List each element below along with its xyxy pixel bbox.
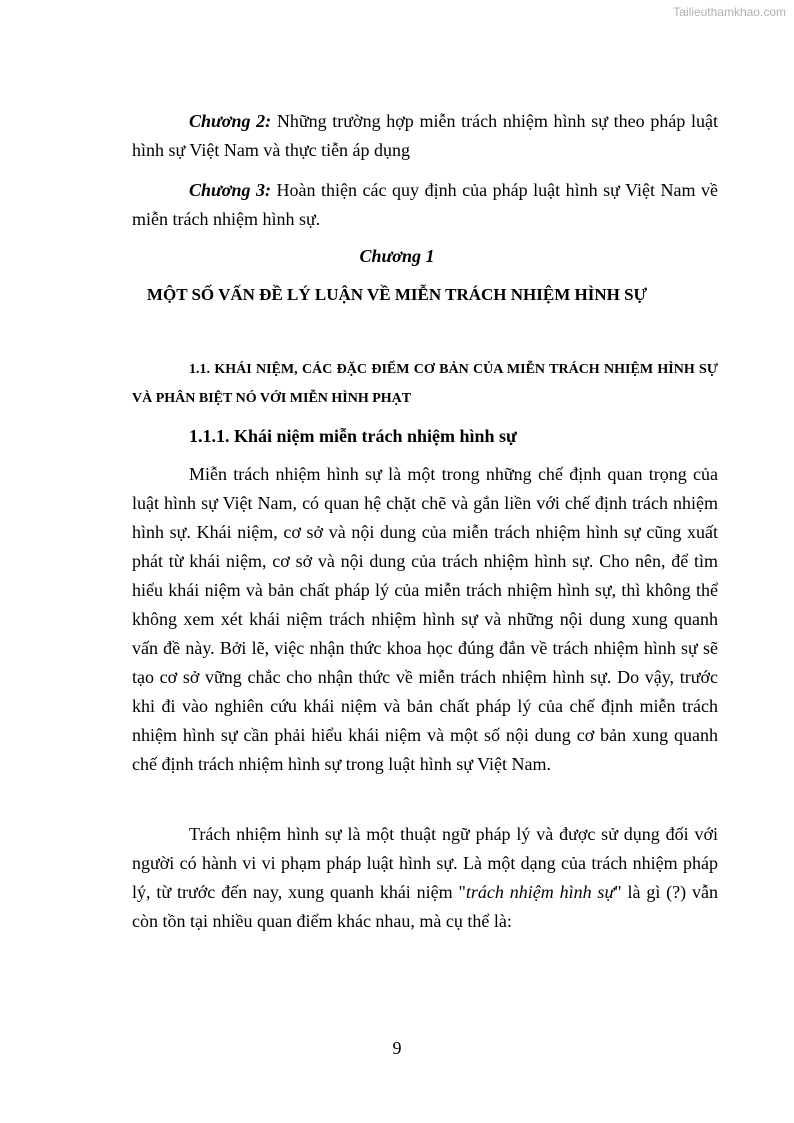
- watermark: Tailieuthamkhao.com: [673, 5, 786, 19]
- chapter-3-text: Hoàn thiện các quy định của pháp luật hình sự Việt Nam về miễn trách nhiệm hình sự.: [132, 180, 719, 229]
- chapter-2-text: Những trường hợp miễn trách nhiệm hình sự theo pháp luật hình sự Việt Nam và thực tiễn áp dụng: [132, 111, 719, 160]
- page-number: 9: [392, 1038, 402, 1058]
- chapter-2-label: Chương 2:: [189, 111, 272, 131]
- body-paragraph-2-after: " là gì (?) vẫn còn tồn tại nhiều quan điểm khác nhau, mà cụ thể là:: [132, 882, 719, 931]
- section-heading-1-1-1: 1.1.1. Khái niệm miễn trách nhiệm hình sự: [189, 426, 517, 446]
- body-paragraph-2: [132, 820, 718, 936]
- body-paragraph-2-before: Trách nhiệm hình sự là một thuật ngữ pháp lý và được sử dụng đối với người có hành vi vi phạm pháp luật hình sự. Là một dạng của trách nhiệm pháp lý, từ trước đến nay, xung quanh khái niệm ": [132, 824, 718, 902]
- chapter-title: MỘT SỐ VẤN ĐỀ LÝ LUẬN VỀ MIỄN TRÁCH NHIỆM HÌNH SỰ: [146, 285, 648, 304]
- body-paragraph-1-text: Miễn trách nhiệm hình sự là một trong những chế định quan trọng của luật hình sự Việt Nam, có quan hệ chặt chẽ và gắn liền với chế định trách nhiệm hình sự. Khái niệm, cơ sở và nội dung của miễn trách nhiệm hình sự cũng xuất phát từ khái niệm, cơ sở và nội dung của trách nhiệm hình sự. Cho nên, để tìm hiểu khái niệm và bản chất pháp lý của miễn trách nhiệm hình sự, thì không thể không xem xét khái niệm trách nhiệm hình sự và những nội dung xung quanh vấn đề này. Bởi lẽ, việc nhận thức khoa học đúng đắn về trách nhiệm hình sự sẽ tạo cơ sở vững chắc cho nhận thức về miễn trách nhiệm hình sự. Do vậy, trước khi đi vào nghiên cứu khái niệm và bản chất pháp lý của chế định miễn trách nhiệm hình sự cần phải hiểu khái niệm và một số nội dung cơ bản xung quanh chế định trách nhiệm hình sự trong luật hình sự Việt Nam.: [132, 464, 718, 774]
- intro-chapter-2: [132, 107, 718, 165]
- intro-chapter-3: [132, 176, 718, 234]
- chapter-label: Chương 1: [359, 246, 435, 266]
- chapter-3-label: Chương 3:: [189, 180, 271, 200]
- section-heading-1-1: 1.1. KHÁI NIỆM, CÁC ĐẶC ĐIỂM CƠ BẢN CỦA MIỄN TRÁCH NHIỆM HÌNH SỰ VÀ PHÂN BIỆT NÓ VỚI MIỄN HÌNH PHẠT: [132, 362, 718, 406]
- body-paragraph-1: [132, 460, 718, 779]
- body-paragraph-2-italic: trách nhiệm hình sự: [465, 882, 615, 902]
